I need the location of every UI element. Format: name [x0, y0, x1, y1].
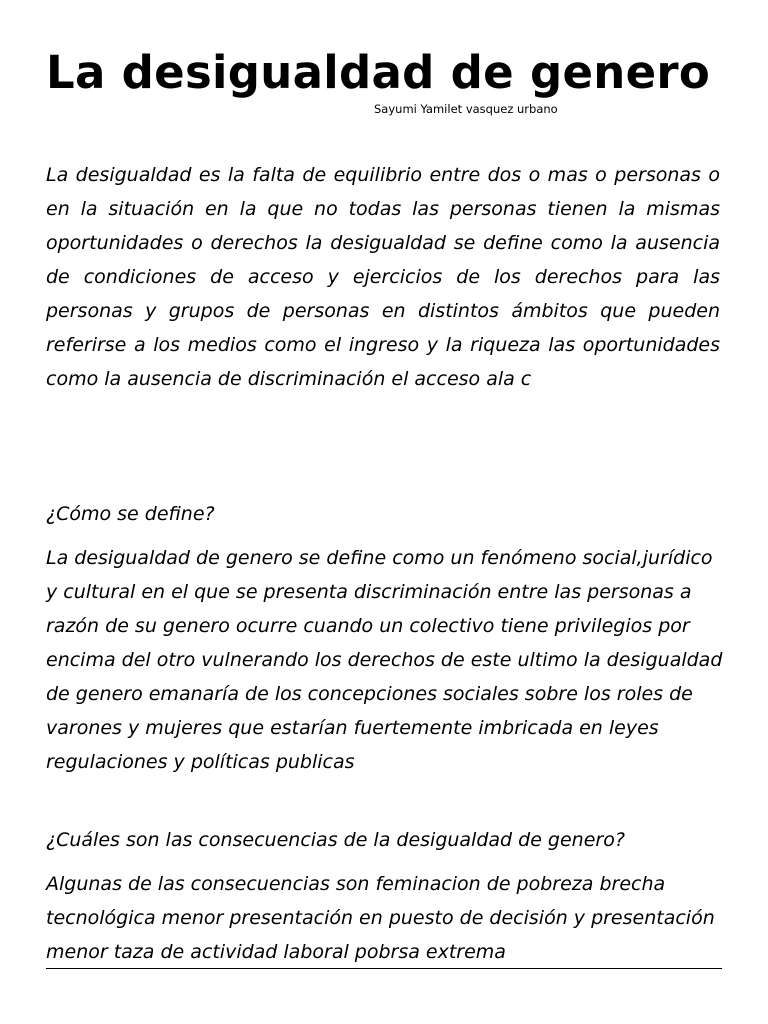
author-name: Sayumi Yamilet vasquez urbano	[374, 102, 558, 116]
answer-consequences-paragraph: Algunas de las consecuencias son feminacion de pobreza brecha tecnológica menor presentación en puesto de decisión y presentación menor taza de actividad laboral pobrsa extrema	[46, 873, 715, 963]
question-consequences: ¿Cuáles son las consecuencias de la desigualdad de genero?	[46, 829, 625, 851]
document-title: La desigualdad de genero	[46, 46, 711, 99]
question-how-defined: ¿Cómo se define?	[46, 503, 215, 525]
answer-definition-paragraph: La desigualdad de genero se define como un fenómeno social,jurídico y cultural en el que se presenta discriminación entre las personas a razón de su genero ocurre cuando un colectivo tiene privilegios por encima del otro vulnerando los derechos de este ultimo la desigualdad de genero emanaría de los concepciones sociales sobre los roles de varones y mujeres que estarían fuertemente imbricada en leyes regulaciones y políticas publicas	[46, 547, 723, 773]
bottom-divider	[46, 968, 722, 969]
intro-paragraph: La desigualdad es la falta de equilibrio entre dos o mas o personas o en la situación en la que no todas las personas tienen la mismas oportunidades o derechos la desigualdad se define como la ausencia de condiciones de acceso y ejercicios de los derechos para las personas y grupos de personas en distintos ámbitos que pueden referirse a los medios como el ingreso y la riqueza las oportunidades como la ausencia de discriminación el acceso ala c	[46, 164, 720, 390]
